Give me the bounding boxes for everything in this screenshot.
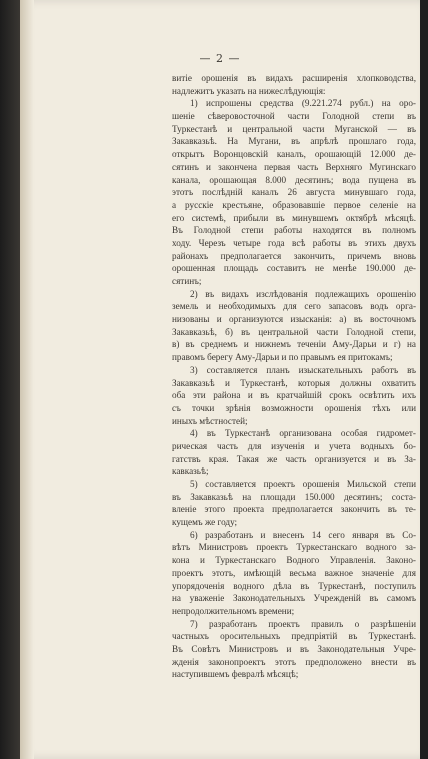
text-line: 4) въ Туркестанѣ организована особая гидромет- — [190, 428, 416, 439]
text-line: частныхъ оросительныхъ предпріятій въ Туркестанѣ. — [172, 631, 416, 642]
text-line: в) въ среднемъ и нижнемъ теченіи Аму-Дарьи и г) на — [172, 339, 416, 350]
text-line: этотъ послѣдній каналъ 26 августа минувшаго года, — [172, 187, 416, 198]
body-text — [172, 72, 416, 681]
text-line: кавказьѣ; — [172, 466, 209, 477]
text-line: рическая часть для изученія и учета водныхъ бо- — [172, 440, 416, 451]
text-line: Закавказьѣ, б) въ центральной части Голодной степи, — [172, 326, 416, 337]
text-line: канала, орошающая 8.000 десятинъ; вода пущена въ — [172, 174, 416, 185]
text-line: наступившемъ февралѣ мѣсяцѣ; — [172, 669, 299, 680]
text-line: 6) разработанъ и внесенъ 14 сего января въ Со- — [190, 529, 416, 540]
text-line: надлежитъ указать на нижеслѣдующія: — [172, 85, 326, 96]
text-line: ходу. Черезъ четыре года всѣ работы въ этихъ двухъ — [172, 237, 416, 248]
text-line: гатствъ края. Такая же часть организуется и въ За- — [172, 453, 416, 464]
text-line: вѣтъ Министровъ проектъ Туркестанскаго водного за- — [172, 542, 416, 553]
text-line: жденія законопроектъ этотъ предположено внести въ — [172, 656, 416, 667]
text-line: Въ Совѣтъ Министровъ и въ Законодательныя Учре- — [172, 643, 416, 654]
text-line: упорядоченія водного дѣла въ Туркестанѣ, поступилъ — [172, 580, 416, 591]
scan-background-left — [0, 0, 20, 759]
text-line: витіе орошенія въ видахъ расширенія хлопководства, — [172, 73, 416, 83]
text-line: сятинъ и закончена первая часть Верхняго Мугинскаго — [172, 161, 416, 172]
text-line: кущемъ же году; — [172, 517, 238, 528]
document-page — [20, 0, 420, 759]
text-line: иныхъ мѣстностей; — [172, 415, 248, 426]
text-line: районахъ предполагается закончить, причемъ вновь — [172, 250, 416, 261]
text-line: 5) составляется проектъ орошенія Мильской степи — [190, 479, 416, 489]
text-line: открытъ Воронцовскій каналъ, орошающій 12.000 де- — [172, 149, 416, 160]
text-line: Въ Голодной степи работы находятся въ полномъ — [172, 225, 416, 236]
text-line: оба эти района и въ кратчайшій срокъ освѣтить ихъ — [172, 390, 416, 401]
page-spine-shadow — [20, 0, 34, 759]
page-number: — 2 — — [199, 52, 241, 65]
text-line: въ Закавказьѣ на площади 150.000 десятинъ; соста- — [172, 491, 416, 502]
scan-background-right — [420, 0, 428, 759]
text-line: сятинъ; — [172, 276, 202, 286]
text-line: Туркестанѣ и центральной части Муганской — въ — [172, 123, 416, 134]
text-line: вленіе этого проекта предполагается закончить въ те- — [172, 504, 416, 515]
text-line: непродолжительномъ времени; — [172, 605, 295, 616]
text-line: съ точки зрѣнія возможности орошенія тѣхъ или — [172, 402, 416, 413]
text-line: орошенная площадь составитъ не менѣе 190.000 де- — [172, 263, 416, 274]
text-line: земель и необходимыхъ для сего запасовъ водъ орга- — [172, 301, 416, 312]
text-line: а русскіе крестьяне, образовавшіе первое селеніе на — [172, 199, 416, 210]
text-line: Закавказьѣ и Туркестанѣ, которыя должны охватить — [172, 377, 416, 388]
text-line: правомъ берегу Аму-Дарьи и по правымъ ея притокамъ; — [172, 352, 393, 363]
text-line: шеніе сѣверовосточной части Голодной степи въ — [172, 111, 416, 122]
text-line: его системѣ, прибыли въ минувшемъ октябрѣ мѣсяцѣ. — [172, 212, 416, 223]
text-line: 1) испрошены средства (9.221.274 рубл.) на оро- — [190, 98, 416, 109]
text-line: 2) въ видахъ изслѣдованія подлежащихъ орошенію — [190, 288, 416, 299]
text-line: проектъ этотъ, имѣющій весьма важное значеніе для — [172, 567, 416, 578]
text-line: 3) составляется планъ изыскательныхъ работъ въ — [190, 364, 416, 375]
text-line: 7) разработанъ проектъ правилъ о разрѣшеніи — [190, 618, 416, 629]
text-line: кона и Туркестанскаго Водного Управленія. Законо- — [172, 555, 416, 566]
text-line: на уваженіе Законодательныхъ Учрежденій въ самомъ — [172, 593, 416, 604]
text-line: Закавказьѣ. На Мугани, въ апрѣлѣ прошлаго года, — [172, 136, 416, 147]
text-line: низованы и организуются изысканія: а) въ восточномъ — [172, 314, 416, 325]
